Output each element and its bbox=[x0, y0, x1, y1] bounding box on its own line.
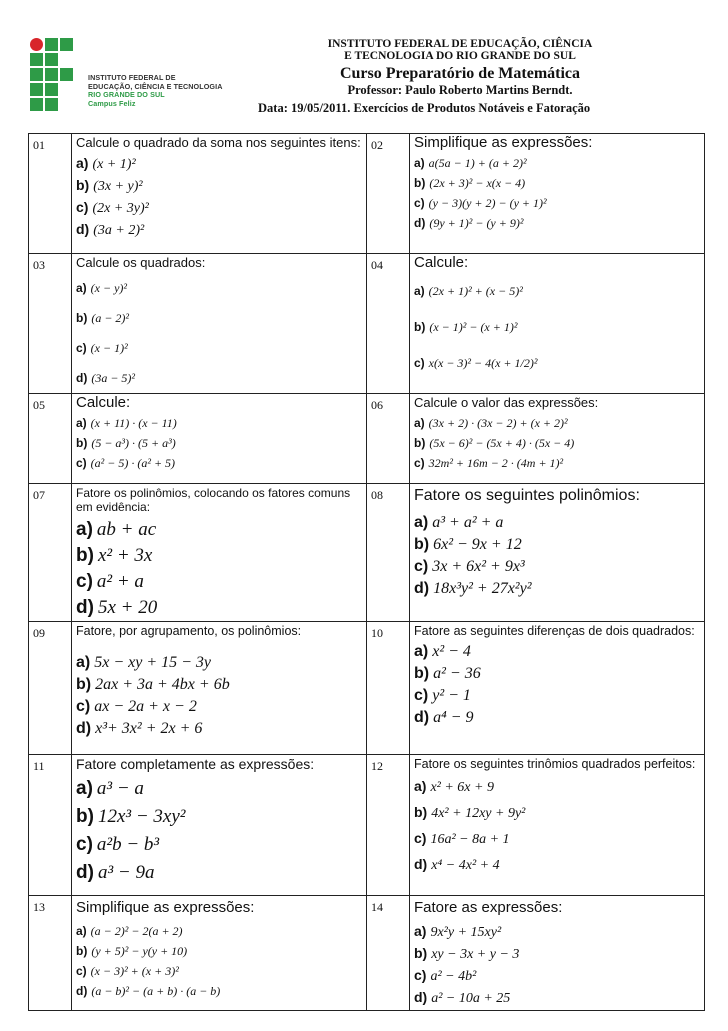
problem-item: c) (a² − 5) · (a² + 5) bbox=[76, 456, 176, 470]
problem-item: b) 2ax + 3a + 4bx + 6b bbox=[76, 676, 230, 693]
problem-title: Calcule os quadrados: bbox=[76, 255, 206, 270]
problem-title: Simplifique as expressões: bbox=[414, 134, 593, 151]
problem-title: Fatore completamente as expressões: bbox=[76, 756, 315, 772]
logo-line: INSTITUTO FEDERAL DE bbox=[88, 73, 176, 82]
problem-number: 12 bbox=[367, 755, 410, 896]
problem-title: Fatore os seguintes polinômios: bbox=[414, 487, 640, 504]
problem-item: a) (x − y)² bbox=[76, 281, 128, 295]
problem-item: c) 3x + 6x² + 9x³ bbox=[414, 558, 525, 575]
problem-item: a) (a − 2)² − 2(a + 2) bbox=[76, 924, 183, 938]
problem-14 bbox=[410, 896, 705, 1011]
logo-line: Campus Feliz bbox=[88, 98, 136, 108]
problem-number: 05 bbox=[29, 394, 72, 484]
problem-item: b) (2x + 3)² − x(x − 4) bbox=[414, 176, 526, 190]
institution-name-line2: E TECNOLOGIA DO RIO GRANDE DO SUL bbox=[344, 50, 576, 62]
date-and-topic: Data: 19/05/2011. Exercícios de Produtos Notáveis e Fatoração bbox=[258, 101, 591, 115]
problem-number: 10 bbox=[367, 622, 410, 755]
problem-item: c) 32m² + 16m − 2 · (4m + 1)² bbox=[414, 456, 564, 470]
problem-number: 02 bbox=[367, 134, 410, 254]
problem-item: d) a³ − 9a bbox=[76, 862, 155, 883]
problem-item: a) a³ + a² + a bbox=[414, 514, 504, 531]
problem-item: c) 16a² − 8a + 1 bbox=[414, 830, 510, 847]
problem-item: d) a⁴ − 9 bbox=[414, 709, 474, 726]
problem-item: b) 12x³ − 3xy² bbox=[76, 806, 186, 827]
problem-title: Calcule: bbox=[76, 394, 131, 411]
problem-number: 08 bbox=[367, 484, 410, 622]
problem-item: d) x³+ 3x² + 2x + 6 bbox=[76, 720, 203, 737]
problem-item: d) (3a + 2)² bbox=[76, 221, 145, 238]
problem-item: c) a² + a bbox=[76, 571, 144, 592]
problem-title: Simplifique as expressões: bbox=[76, 899, 255, 916]
problem-number: 13 bbox=[29, 896, 72, 1011]
problem-number: 11 bbox=[29, 755, 72, 896]
problem-item: b) (3x + y)² bbox=[76, 177, 143, 194]
problem-item: b) a² − 36 bbox=[414, 665, 481, 682]
logo-square bbox=[30, 53, 43, 66]
problem-item: d) (9y + 1)² − (y + 9)² bbox=[414, 216, 524, 230]
problem-item: c) (y − 3)(y + 2) − (y + 1)² bbox=[414, 196, 547, 210]
problem-item: b) (5 − a³) · (5 + a³) bbox=[76, 436, 176, 450]
problem-item: a) (x + 1)² bbox=[76, 155, 136, 172]
problem-number: 01 bbox=[29, 134, 72, 254]
document-header bbox=[240, 38, 680, 98]
problem-08 bbox=[410, 484, 705, 622]
problem-item: b) (a − 2)² bbox=[76, 311, 130, 325]
problem-13 bbox=[72, 896, 367, 1011]
problem-item: c) (x − 1)² bbox=[76, 341, 128, 355]
problem-04 bbox=[410, 254, 705, 394]
problem-number: 03 bbox=[29, 254, 72, 394]
logo-square bbox=[30, 68, 43, 81]
problem-title: Fatore os polinômios, colocando os fatores comuns em evidência: bbox=[76, 486, 351, 514]
institute-logo bbox=[28, 36, 258, 128]
problem-title: Fatore, por agrupamento, os polinômios: bbox=[76, 624, 302, 638]
problem-item: b) 6x² − 9x + 12 bbox=[414, 536, 522, 553]
logo-square bbox=[30, 83, 43, 96]
logo-square bbox=[45, 38, 58, 51]
problem-item: b) xy − 3x + y − 3 bbox=[414, 945, 520, 962]
problem-title: Fatore as expressões: bbox=[414, 899, 563, 916]
logo-line: RIO GRANDE DO SUL bbox=[88, 90, 165, 100]
problem-item: b) 4x² + 12xy + 9y² bbox=[414, 804, 526, 821]
problem-05 bbox=[72, 394, 367, 484]
problem-03 bbox=[72, 254, 367, 394]
problem-item: a) (x + 11) · (x − 11) bbox=[76, 416, 177, 430]
problem-item: c) a²b − b³ bbox=[76, 834, 160, 855]
problem-item: c) (x − 3)² + (x + 3)² bbox=[76, 964, 179, 978]
problem-item: c) (2x + 3y)² bbox=[76, 199, 149, 216]
institution-name-line1: INSTITUTO FEDERAL DE EDUCAÇÃO, CIÊNCIA bbox=[327, 38, 593, 50]
problem-item: a) 5x − xy + 15 − 3y bbox=[76, 654, 212, 671]
logo-square bbox=[45, 53, 58, 66]
problem-item: d) a² − 10a + 25 bbox=[414, 989, 511, 1006]
problem-item: b) x² + 3x bbox=[76, 545, 153, 566]
problem-item: a) (2x + 1)² + (x − 5)² bbox=[414, 284, 523, 298]
problem-item: a) a(5a − 1) + (a + 2)² bbox=[414, 156, 527, 170]
logo-square bbox=[45, 68, 58, 81]
problem-number: 09 bbox=[29, 622, 72, 755]
problem-title: Fatore as seguintes diferenças de dois quadrados: bbox=[414, 624, 695, 638]
exercise-grid bbox=[28, 133, 705, 1011]
problem-item: d) (3a − 5)² bbox=[76, 371, 136, 385]
logo-square bbox=[60, 38, 73, 51]
problem-title: Calcule o quadrado da soma nos seguintes itens: bbox=[76, 135, 361, 150]
problem-item: d) 5x + 20 bbox=[76, 597, 158, 618]
problem-item: c) x(x − 3)² − 4(x + 1/2)² bbox=[414, 356, 538, 370]
problem-item: c) y² − 1 bbox=[414, 687, 471, 704]
problem-12 bbox=[410, 755, 705, 896]
problem-number: 14 bbox=[367, 896, 410, 1011]
problem-title: Calcule: bbox=[414, 254, 469, 271]
problem-number: 04 bbox=[367, 254, 410, 394]
problem-item: c) a² − 4b² bbox=[414, 967, 477, 984]
problem-item: d) 18x³y² + 27x²y² bbox=[414, 580, 532, 597]
problem-title: Calcule o valor das expressões: bbox=[414, 395, 599, 410]
problem-item: d) (a − b)² − (a + b) · (a − b) bbox=[76, 984, 221, 998]
problem-item: a) (3x + 2) · (3x − 2) + (x + 2)² bbox=[414, 416, 568, 430]
problem-09 bbox=[72, 622, 367, 755]
problem-06 bbox=[410, 394, 705, 484]
problem-item: a) a³ − a bbox=[76, 778, 144, 799]
logo-square bbox=[60, 68, 73, 81]
logo-red-circle bbox=[30, 38, 43, 51]
problem-10 bbox=[410, 622, 705, 755]
problem-item: c) ax − 2a + x − 2 bbox=[76, 698, 197, 715]
problem-item: a) 9x²y + 15xy² bbox=[414, 923, 502, 940]
logo-square bbox=[30, 98, 43, 111]
logo-square bbox=[45, 83, 58, 96]
problem-title: Fatore os seguintes trinômios quadrados perfeitos: bbox=[414, 757, 696, 771]
problem-item: a) x² + 6x + 9 bbox=[414, 778, 494, 795]
problem-11 bbox=[72, 755, 367, 896]
course-title: Curso Preparatório de Matemática bbox=[339, 65, 581, 82]
problem-item: a) ab + ac bbox=[76, 519, 157, 540]
logo-line: EDUCAÇÃO, CIÊNCIA E TECNOLOGIA bbox=[88, 81, 223, 91]
logo-text bbox=[88, 74, 223, 108]
problem-item: b) (5x − 6)² − (5x + 4) · (5x − 4) bbox=[414, 436, 575, 450]
problem-item: b) (x − 1)² − (x + 1)² bbox=[414, 320, 518, 334]
professor-name: Professor: Paulo Roberto Martins Berndt. bbox=[347, 83, 573, 97]
problem-number: 07 bbox=[29, 484, 72, 622]
problem-01 bbox=[72, 134, 367, 254]
problem-item: d) x⁴ − 4x² + 4 bbox=[414, 856, 500, 873]
problem-item: b) (y + 5)² − y(y + 10) bbox=[76, 944, 188, 958]
problem-item: a) x² − 4 bbox=[414, 643, 471, 660]
problem-02 bbox=[410, 134, 705, 254]
problem-number: 06 bbox=[367, 394, 410, 484]
logo-square bbox=[45, 98, 58, 111]
problem-07 bbox=[72, 484, 367, 622]
